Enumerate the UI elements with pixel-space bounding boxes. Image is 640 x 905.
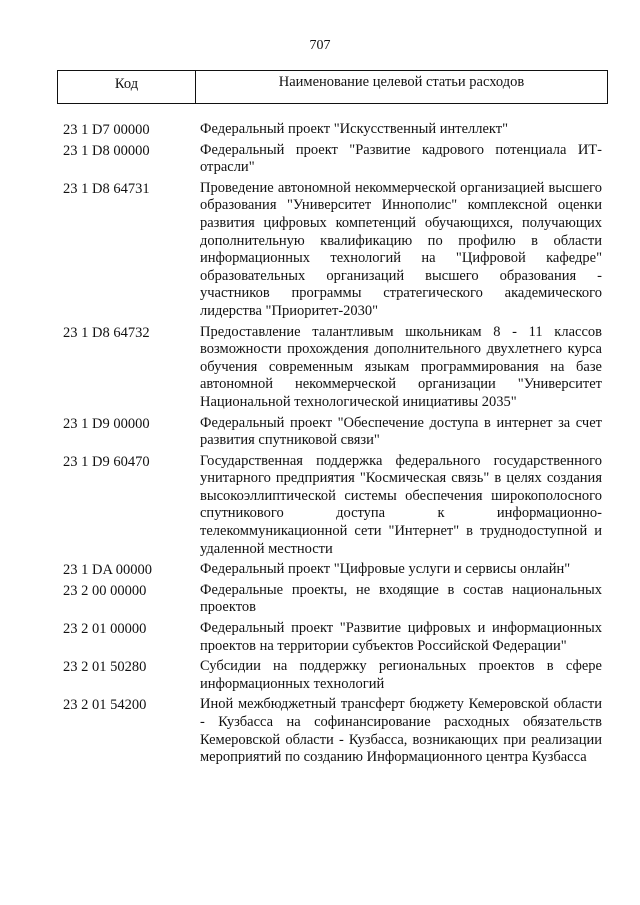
table-row [0,121,640,139]
row-description: Государственная поддержка федерального государственного унитарного предприятия "Космическая связь" в целях создания высокоэллиптической системы обеспечения широкополосного спутникового доступа к информационно-телекоммуникационной сети "Интернет" в труднодоступной и удаленной местности [200,452,602,557]
header-code-column: Код [58,71,196,103]
table-row [0,561,640,579]
row-code: 23 1 DA 00000 [63,562,153,579]
row-code: 23 2 00 00000 [63,582,147,599]
row-code: 23 1 D8 64731 [63,180,150,197]
table-row [0,324,640,412]
table-row [0,142,640,177]
row-description: Федеральный проект "Искусственный интеллект" [200,121,509,137]
table-row [0,415,640,450]
table-header [57,70,608,104]
table-row [0,453,640,559]
row-description: Федеральный проект "Развитие цифровых и информационных проектов на территории субъектов Российской Федерации" [200,620,602,654]
header-name-column: Наименование целевой статьи расходов [278,74,525,90]
row-description: Предоставление талантливым школьникам 8 - 11 классов возможности прохождения дополнительного двухлетнего курса обучения современным языкам программирования на базе автономной некоммерческой организации "Университет Национальной технологической инициативы 2035" [200,323,602,410]
row-description: Федеральный проект "Обеспечение доступа в интернет за счет развития спутниковой связи" [200,414,602,449]
row-description: Федеральные проекты, не входящие в состав национальных проектов [200,581,602,616]
row-description: Федеральный проект "Цифровые услуги и сервисы онлайн" [200,561,571,578]
table-row [0,696,640,766]
row-code: 23 1 D9 00000 [63,415,150,432]
row-code: 23 2 01 50280 [63,659,147,676]
table-row [0,180,640,321]
row-code: 23 1 D8 64732 [63,324,150,341]
row-description: Иной межбюджетный трансферт бюджету Кемеровской области - Кузбасса на софинансирование расходных обязательств Кемеровской области - Кузбасса, возникающих при реализации мероприятий по созданию Информационного центра Кузбасса [200,696,602,766]
row-description: Проведение автономной некоммерческой организацией высшего образования "Университет Иннополис" комплексной оценки развития цифровых компетенций обучающихся, получающих дополнительную квалификацию по профилю в области информационных технологий на "Цифровой кафедре" образовательных организаций высшего образования - участников программы стратегического академического лидерства "Приоритет-2030" [200,179,602,319]
table-row [0,582,640,617]
page-number: 707 [309,38,331,53]
row-code: 23 2 01 54200 [63,697,147,714]
row-code: 23 2 01 00000 [63,621,147,638]
row-description: Федеральный проект "Развитие кадрового потенциала ИТ-отрасли" [200,141,602,176]
row-code: 23 1 D7 00000 [63,122,150,138]
row-code: 23 1 D8 00000 [63,142,150,159]
row-code: 23 1 D9 60470 [63,453,150,470]
budget-items-list [0,121,640,770]
table-row [0,658,640,693]
row-description: Субсидии на поддержку региональных проектов в сфере информационных технологий [200,658,602,692]
table-row [0,620,640,655]
